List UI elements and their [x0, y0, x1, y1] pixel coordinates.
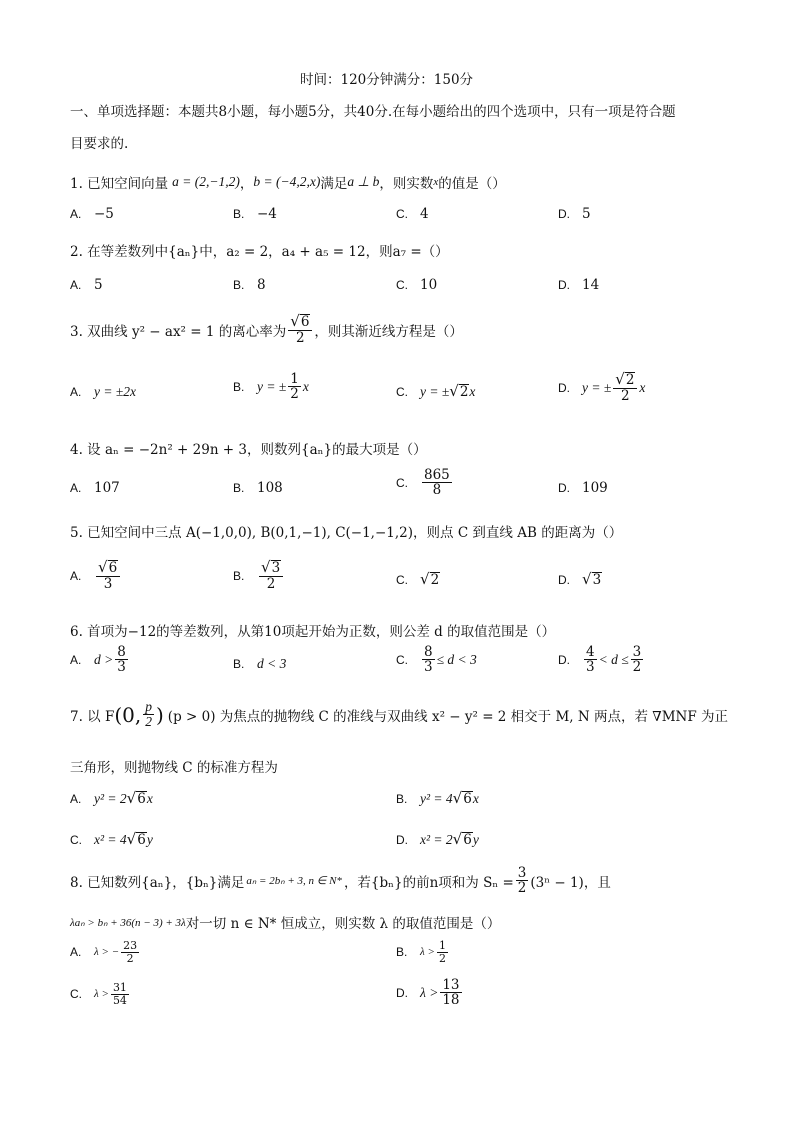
option-label: A.: [70, 652, 82, 667]
option-frac-num: 8: [424, 644, 433, 660]
q3-eccentricity-fraction: √ 6 2: [288, 314, 312, 345]
option-frac-den: 3: [103, 575, 113, 592]
q5-option-c: C. √ 2: [396, 570, 440, 588]
option-text: 5: [582, 206, 591, 222]
option-frac-den: 3: [117, 659, 126, 676]
option-label: C.: [396, 278, 408, 292]
q3-stem-a: 3. 双曲线 y² − ax² = 1 的离心率为: [70, 323, 287, 340]
q4-option-c: [396, 468, 454, 497]
q7-paren-open: (0,: [114, 702, 142, 727]
option-frac-den: 2: [290, 386, 299, 403]
option-label: B.: [396, 945, 408, 960]
q8-option-d: [396, 978, 464, 1007]
option-label: C.: [396, 652, 408, 667]
option-label: C.: [396, 572, 408, 587]
option-pre: x² = 2: [420, 832, 453, 847]
q8-condition: aₙ = 2bₙ + 3, n ∈ N*: [246, 875, 342, 888]
q7-stem-b: (p > 0) 为焦点的抛物线 C 的准线与双曲线 x² − y² = 2 相交于 M, N 两点，若 ∇MNF 为正: [167, 708, 728, 725]
option-frac-den: 8: [432, 482, 442, 499]
option-pre: λ >: [420, 946, 435, 959]
option-label: D.: [558, 380, 570, 395]
q7-paren-close: ): [155, 702, 164, 727]
option-frac-den: 2: [266, 575, 276, 592]
option-text: y = ±2x: [94, 384, 137, 399]
option-frac-den: 2: [438, 951, 446, 965]
q1-stem-d: 的值是（）: [438, 176, 506, 192]
q6-option-d: [558, 645, 645, 674]
option-pre: y² = 4: [420, 791, 453, 806]
question-3-stem: [70, 314, 463, 345]
option-pre: y = ±: [420, 384, 450, 399]
option-radicand: 3: [271, 560, 281, 576]
option-frac-den: 54: [112, 993, 127, 1007]
option-post: x: [302, 378, 309, 394]
question-2-stem: 2. 在等差数列中{aₙ}中，a₂ = 2，a₄ + a₅ = 12，则a₇ =（）: [70, 244, 449, 260]
option-radicand: 6: [108, 560, 118, 576]
option-pre: x² = 4: [94, 832, 127, 847]
option-pre: y = ±: [582, 379, 612, 395]
q4-option-a: [70, 480, 120, 496]
q4-option-d: [558, 480, 608, 496]
q8-stem-c: (3ⁿ − 1)，且: [530, 874, 611, 891]
option-frac-num: 2: [625, 372, 635, 388]
question-4-stem: 4. 设 aₙ = −2n² + 29n + 3，则数列{aₙ}的最大项是（）: [70, 442, 427, 458]
q3-option-c: C. y = ± √ 2 x: [396, 382, 476, 401]
q8-option-b: [396, 940, 450, 964]
option-pre: λ >: [94, 988, 109, 1001]
option-label: D.: [396, 833, 408, 847]
q3-option-a: [70, 384, 136, 400]
q5-option-a: A. √ 6 3: [70, 560, 122, 591]
q7-option-d: D. x² = 2 √ 6 y: [396, 830, 479, 849]
q2-option-d: [558, 277, 599, 293]
q1-option-d: [558, 206, 591, 222]
q7-p-half: [143, 700, 154, 729]
q1-var: x: [433, 176, 439, 188]
q1-stem-a: 1. 已知空间向量: [70, 176, 169, 192]
q8-frac-num: 3: [517, 865, 527, 881]
option-pre: λ > −: [94, 946, 120, 959]
option-frac-num2: 3: [632, 644, 642, 660]
q8-option-a: [70, 940, 141, 964]
option-frac-num: 13: [442, 977, 460, 993]
option-frac-num: 1: [290, 371, 299, 387]
option-label: A.: [70, 207, 82, 221]
q2-option-c: [396, 277, 437, 293]
option-text: 4: [420, 206, 429, 222]
q8-stem-d: 对一切 n ∈ N* 恒成立，则实数 λ 的取值范围是（）: [185, 916, 501, 932]
option-text: d < 3: [257, 656, 287, 671]
option-text: −4: [257, 206, 277, 222]
q7-option-b: B. y² = 4 √ 6 x: [396, 789, 479, 808]
question-7-stem: [70, 700, 728, 729]
option-label: D.: [558, 278, 570, 292]
q1-option-b: [233, 206, 277, 222]
q7-option-c: C. x² = 4 √ 6 y: [70, 830, 153, 849]
option-label: D.: [558, 207, 570, 221]
option-pre: y = ±: [257, 378, 287, 394]
q3-option-b: [233, 372, 309, 401]
exam-meta: 时间：120分钟满分：150分: [300, 72, 474, 88]
option-radicand: 6: [463, 832, 472, 849]
q2-option-b: [233, 277, 266, 293]
q7-frac-num: p: [145, 699, 152, 714]
option-frac-num: 865: [424, 467, 450, 483]
q6-option-c: [396, 645, 477, 674]
option-pre: λ >: [420, 984, 439, 1000]
option-frac-den: 2: [126, 951, 134, 965]
option-label: B.: [396, 792, 408, 806]
option-text: −5: [94, 206, 114, 222]
option-frac-den: 3: [586, 659, 595, 676]
option-text: 10: [420, 277, 438, 293]
q1-vector-b: b = (−4,2,x): [253, 174, 321, 189]
q8-fraction: [516, 866, 529, 895]
option-radicand: 6: [137, 832, 146, 849]
option-label: A.: [70, 945, 82, 960]
option-label: A.: [70, 568, 82, 583]
question-5-stem: 5. 已知空间中三点 A(−1,0,0), B(0,1,−1), C(−1,−1,2)，则点 C 到直线 AB 的距离为（）: [70, 525, 623, 541]
option-label: D.: [396, 985, 408, 1000]
q3-frac-num: 6: [300, 314, 310, 330]
q1-sep: ，: [239, 176, 254, 192]
option-label: D.: [558, 572, 570, 587]
option-frac-den: 2: [621, 387, 630, 404]
option-label: A.: [70, 385, 82, 399]
q8-stem-a: 8. 已知数列{aₙ}，{bₙ}满足: [70, 874, 245, 891]
q4-option-b: [233, 480, 283, 496]
option-text: 8: [257, 277, 266, 293]
q6-option-a: [70, 645, 130, 674]
option-radicand: 2: [430, 572, 440, 588]
option-label: A.: [70, 481, 82, 495]
q1-stem-c: ，则实数: [379, 176, 434, 192]
option-label: B.: [233, 278, 245, 292]
q3-frac-den: 2: [296, 329, 305, 346]
option-post: x: [472, 791, 479, 806]
option-label: C.: [396, 475, 408, 490]
option-frac-num: 8: [117, 644, 126, 660]
option-text: 108: [257, 480, 283, 496]
q7-stem-a: 7. 以 F: [70, 708, 115, 725]
q1-option-c: [396, 206, 429, 222]
option-post: x: [146, 791, 153, 806]
option-label: A.: [70, 792, 82, 806]
option-frac-den2: 2: [632, 659, 642, 676]
q1-option-a: [70, 206, 114, 222]
option-frac-den: 3: [424, 659, 433, 676]
section-instruction-cont: 目要求的.: [70, 136, 129, 152]
option-post: y: [472, 832, 479, 847]
option-post: y: [146, 832, 153, 847]
q3-option-d: D. y = ± √ 2 2 x: [558, 370, 646, 404]
option-radicand: 3: [592, 572, 602, 588]
option-frac-num: 31: [112, 981, 127, 994]
question-8-stem: [70, 866, 611, 895]
option-label: D.: [558, 652, 570, 667]
option-text: 107: [94, 480, 120, 496]
option-pre: y² = 2: [94, 791, 127, 806]
q8-option-c: [70, 982, 131, 1006]
option-text: 14: [582, 277, 600, 293]
option-radicand: 2: [459, 384, 469, 401]
option-frac-num: 4: [586, 644, 595, 660]
option-radicand: 6: [463, 791, 472, 808]
option-label: B.: [233, 379, 245, 394]
question-6-stem: 6. 首项为−12的等差数列，从第10项起开始为正数，则公差 d 的取值范围是（）: [70, 624, 556, 640]
question-1-stem: [70, 172, 506, 192]
q8-stem-b: ，若{bₙ}的前n项和为 Sₙ =: [343, 874, 514, 891]
option-label: C.: [396, 207, 408, 221]
question-8-stem-cont: [70, 912, 500, 932]
q3-stem-b: ，则其渐近线方程是（）: [314, 323, 463, 340]
option-label: B.: [233, 481, 245, 495]
q8-frac-den: 2: [517, 880, 527, 897]
question-7-stem-cont: 三角形，则抛物线 C 的标准方程为: [70, 760, 278, 776]
option-text: 5: [94, 277, 103, 293]
option-post: ≤ d < 3: [436, 651, 477, 667]
option-mid: < d ≤: [598, 651, 629, 667]
option-pre: d >: [94, 651, 114, 667]
option-frac-den: 18: [442, 992, 460, 1009]
option-frac-num: 23: [123, 939, 138, 952]
option-label: A.: [70, 278, 82, 292]
section-instruction: 一、单项选择题：本题共8小题，每小题5分，共40分.在每小题给出的四个选项中，只有一项是符合题: [70, 104, 676, 120]
q2-option-a: [70, 277, 103, 293]
q7-frac-den: 2: [145, 714, 152, 730]
option-post: x: [469, 384, 476, 399]
option-label: B.: [233, 207, 245, 221]
q1-stem-b: 满足: [320, 176, 348, 192]
option-label: C.: [70, 833, 82, 847]
option-label: B.: [233, 568, 245, 583]
q6-option-b: [233, 656, 286, 672]
option-label: B.: [233, 657, 245, 671]
q5-option-d: D. √ 3: [558, 570, 602, 588]
q1-condition: a ⊥ b: [347, 174, 380, 189]
option-radicand: 6: [137, 791, 146, 808]
option-text: 109: [582, 480, 608, 496]
q7-option-a: A. y² = 2 √ 6 x: [70, 789, 153, 808]
q8-inequality: λaₙ > bₙ + 36(n − 3) + 3λ: [70, 916, 186, 929]
option-frac-num: 1: [438, 939, 446, 952]
option-post: x: [639, 379, 646, 395]
option-label: D.: [558, 481, 570, 495]
q5-option-b: B. √ 3 2: [233, 560, 285, 591]
q1-vector-a: a = (2,−1,2): [172, 174, 240, 189]
option-label: C.: [396, 385, 408, 399]
option-label: C.: [70, 987, 82, 1002]
